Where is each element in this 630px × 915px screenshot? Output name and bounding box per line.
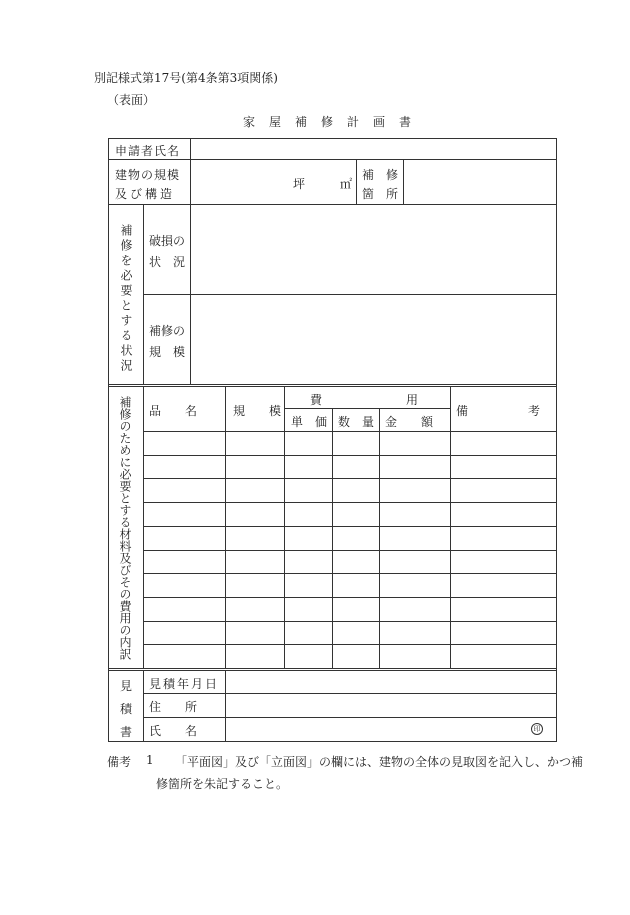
material-row-6-quantity-cell[interactable] xyxy=(333,551,379,573)
material-row-9-quantity-cell[interactable] xyxy=(333,622,379,644)
applicant-name-label: 申請者氏名 xyxy=(115,144,181,158)
material-row-5-remarks-cell[interactable] xyxy=(451,527,556,550)
area-unit-square-meter: ㎡ xyxy=(340,177,353,191)
building-scale-label-line1: 建物の規模 xyxy=(115,168,181,182)
material-row-5-item-name-cell[interactable] xyxy=(144,527,225,550)
notes-line-2: 修箇所を朱記すること。 xyxy=(156,777,289,791)
estimate-address-label: 住 所 xyxy=(149,700,198,714)
material-row-10-item-name-cell[interactable] xyxy=(144,645,225,668)
material-row-4-unit-price-cell[interactable] xyxy=(285,503,332,526)
repair-scale-label-line2: 規 模 xyxy=(149,345,186,359)
material-row-2-scale-cell[interactable] xyxy=(226,456,284,478)
material-row-8-quantity-cell[interactable] xyxy=(333,598,379,621)
notes-heading: 備考 xyxy=(107,755,132,769)
column-unit-price: 単 価 xyxy=(291,415,328,429)
material-row-8-unit-price-cell[interactable] xyxy=(285,598,332,621)
material-row-6-unit-price-cell[interactable] xyxy=(285,551,332,573)
area-unit-tsubo: 坪 xyxy=(293,177,306,191)
page-title: 家 屋 補 修 計 画 書 xyxy=(243,115,413,129)
material-row-6-amount-cell[interactable] xyxy=(380,551,450,573)
material-row-6-item-name-cell[interactable] xyxy=(144,551,225,573)
column-remarks: 備 考 xyxy=(456,404,541,418)
material-row-4-quantity-cell[interactable] xyxy=(333,503,379,526)
material-row-7-amount-cell[interactable] xyxy=(380,574,450,597)
column-scale: 規 模 xyxy=(233,404,282,418)
material-row-8-remarks-cell[interactable] xyxy=(451,598,556,621)
material-row-7-unit-price-cell[interactable] xyxy=(285,574,332,597)
material-row-1-quantity-cell[interactable] xyxy=(333,432,379,455)
material-row-10-quantity-cell[interactable] xyxy=(333,645,379,668)
materials-section-label: 補修のために必要とする材料及びその費用の内訳 xyxy=(118,396,132,660)
material-row-4-item-name-cell[interactable] xyxy=(144,503,225,526)
estimate-label-char-2: 積 xyxy=(120,702,133,716)
material-row-10-scale-cell[interactable] xyxy=(226,645,284,668)
material-row-10-unit-price-cell[interactable] xyxy=(285,645,332,668)
estimate-date-label: 見積年月日 xyxy=(149,677,220,691)
estimate-name-label: 氏 名 xyxy=(149,724,198,738)
material-row-2-remarks-cell[interactable] xyxy=(451,456,556,478)
damage-status-label-line1: 破損の xyxy=(149,234,186,248)
damage-status-field[interactable] xyxy=(191,205,556,294)
material-row-5-quantity-cell[interactable] xyxy=(333,527,379,550)
material-row-10-remarks-cell[interactable] xyxy=(451,645,556,668)
material-row-4-amount-cell[interactable] xyxy=(380,503,450,526)
material-row-5-amount-cell[interactable] xyxy=(380,527,450,550)
material-row-8-item-name-cell[interactable] xyxy=(144,598,225,621)
repair-location-label-line1: 補 修 xyxy=(362,168,399,182)
material-row-7-item-name-cell[interactable] xyxy=(144,574,225,597)
estimate-address-field[interactable] xyxy=(226,694,556,717)
column-quantity: 数 量 xyxy=(338,415,375,429)
column-amount: 金 額 xyxy=(385,415,434,429)
material-row-9-remarks-cell[interactable] xyxy=(451,622,556,644)
material-row-5-unit-price-cell[interactable] xyxy=(285,527,332,550)
material-row-7-remarks-cell[interactable] xyxy=(451,574,556,597)
estimate-label-char-3: 書 xyxy=(120,725,133,739)
form-reference: 別記様式第17号(第4条第3項関係) xyxy=(94,71,278,85)
material-row-6-remarks-cell[interactable] xyxy=(451,551,556,573)
applicant-name-field[interactable] xyxy=(191,139,556,159)
notes-line-1: 「平面図」及び「立面図」の欄には、建物の全体の見取図を記入し、かつ補 xyxy=(175,755,584,769)
status-section-label: 補修を必要とする状況 xyxy=(119,224,133,374)
material-row-6-scale-cell[interactable] xyxy=(226,551,284,573)
repair-scale-label-line1: 補修の xyxy=(149,324,186,338)
building-scale-label-line2: 及び構造 xyxy=(115,187,176,201)
material-row-3-unit-price-cell[interactable] xyxy=(285,479,332,502)
material-row-9-item-name-cell[interactable] xyxy=(144,622,225,644)
material-row-3-scale-cell[interactable] xyxy=(226,479,284,502)
material-row-2-item-name-cell[interactable] xyxy=(144,456,225,478)
building-scale-field[interactable] xyxy=(191,160,356,204)
notes-number: 1 xyxy=(146,753,154,767)
material-row-3-item-name-cell[interactable] xyxy=(144,479,225,502)
damage-status-label-line2: 状 況 xyxy=(149,255,186,269)
material-row-9-unit-price-cell[interactable] xyxy=(285,622,332,644)
column-item-name: 品 名 xyxy=(149,404,198,418)
material-row-1-remarks-cell[interactable] xyxy=(451,432,556,455)
repair-scale-field[interactable] xyxy=(191,295,556,384)
material-row-3-remarks-cell[interactable] xyxy=(451,479,556,502)
material-row-3-amount-cell[interactable] xyxy=(380,479,450,502)
material-row-1-item-name-cell[interactable] xyxy=(144,432,225,455)
material-row-1-amount-cell[interactable] xyxy=(380,432,450,455)
material-row-4-scale-cell[interactable] xyxy=(226,503,284,526)
estimate-name-field[interactable] xyxy=(226,718,556,741)
material-row-4-remarks-cell[interactable] xyxy=(451,503,556,526)
material-row-7-scale-cell[interactable] xyxy=(226,574,284,597)
repair-location-label-line2: 箇 所 xyxy=(362,187,399,201)
repair-location-field[interactable] xyxy=(404,160,556,204)
material-row-3-quantity-cell[interactable] xyxy=(333,479,379,502)
material-row-8-scale-cell[interactable] xyxy=(226,598,284,621)
material-row-7-quantity-cell[interactable] xyxy=(333,574,379,597)
seal-mark-icon: 印 xyxy=(531,723,543,735)
material-row-1-unit-price-cell[interactable] xyxy=(285,432,332,455)
material-row-8-amount-cell[interactable] xyxy=(380,598,450,621)
estimate-label-char-1: 見 xyxy=(120,679,133,693)
material-row-1-scale-cell[interactable] xyxy=(226,432,284,455)
estimate-date-field[interactable] xyxy=(226,671,556,693)
material-row-2-amount-cell[interactable] xyxy=(380,456,450,478)
material-row-10-amount-cell[interactable] xyxy=(380,645,450,668)
material-row-9-scale-cell[interactable] xyxy=(226,622,284,644)
material-row-2-quantity-cell[interactable] xyxy=(333,456,379,478)
form-side: （表面） xyxy=(107,93,156,107)
column-cost-group: 費 用 xyxy=(310,393,419,407)
material-row-2-unit-price-cell[interactable] xyxy=(285,456,332,478)
material-row-9-amount-cell[interactable] xyxy=(380,622,450,644)
material-row-5-scale-cell[interactable] xyxy=(226,527,284,550)
